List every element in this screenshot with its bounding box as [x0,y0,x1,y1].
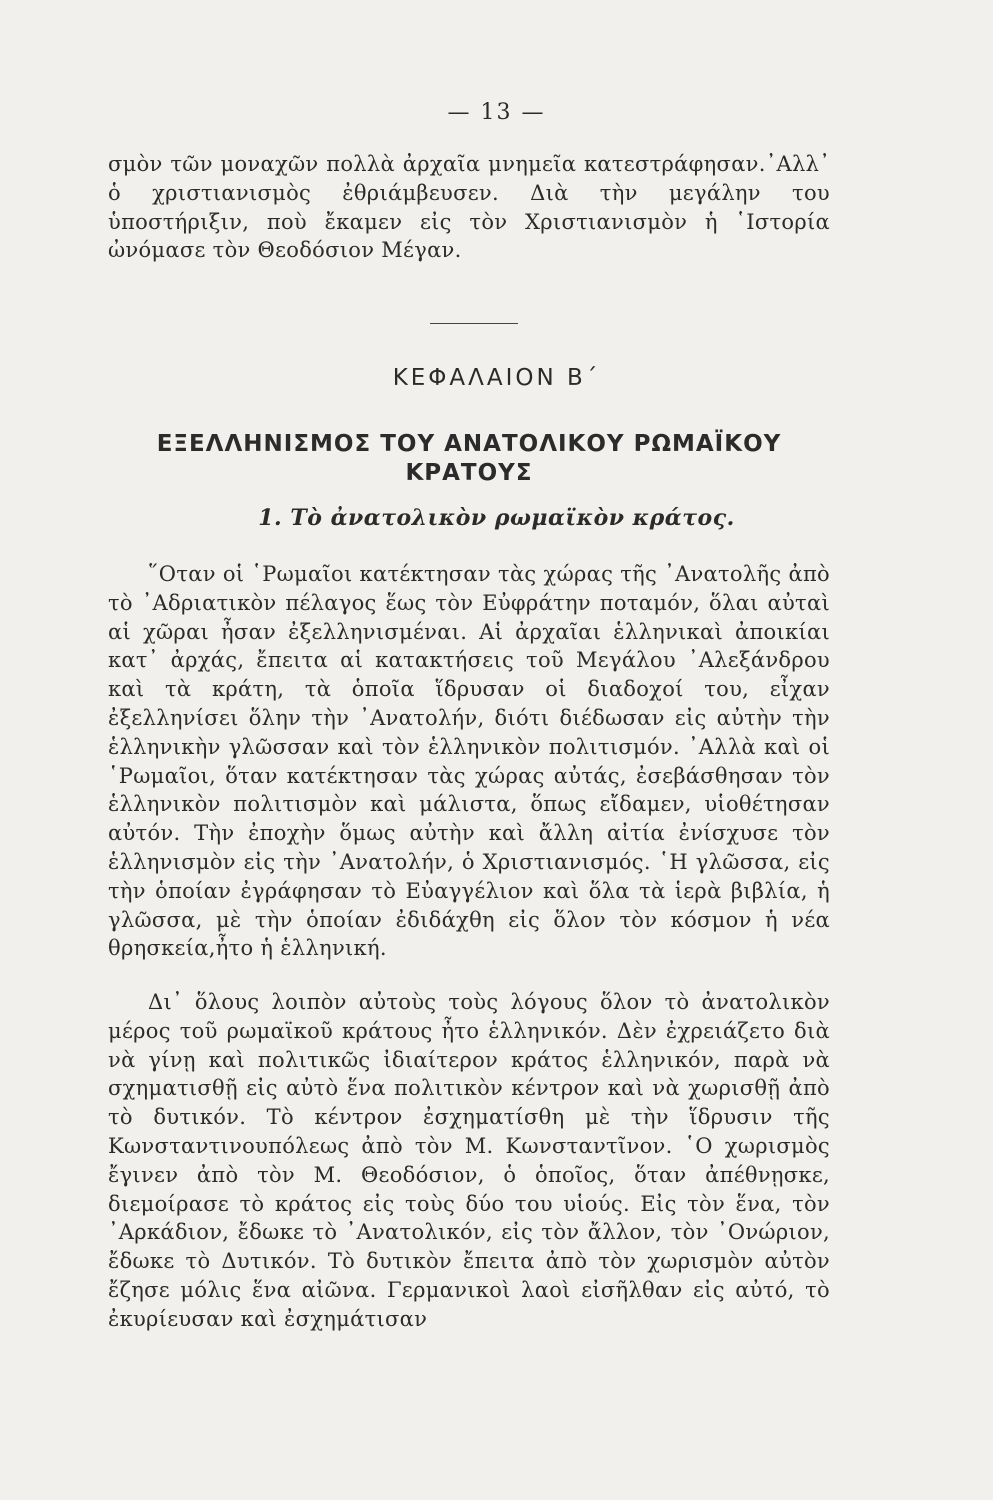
continuation-paragraph: σμὸν τῶν μοναχῶν πολλὰ ἀρχαῖα μνημεῖα κατεστράφησαν.᾿Αλλ᾿ ὁ χριστιανισμὸς ἐθριάμβευσεν. Διὰ τὴν μεγάλην του ὑποστήριξιν, ποὺ ἔκαμεν εἰς τὸν Χριστιανισμὸν ἡ ῾Ιστορία ὠνόμασε τὸν Θεοδόσιον Μέγαν. [108,152,830,263]
chapter-title: ΚΕΦΑΛΑΙΟΝ Β΄ [392,365,601,391]
chapter-heading: ΕΞΕΛΛΗΝΙΣΜΟΣ ΤΟΥ ΑΝΑΤΟΛΙΚΟΥ ΡΩΜΑΪΚΟΥ ΚΡΑΤΟΥΣ [156,431,782,486]
body-paragraph: Δι᾿ ὅλους λοιπὸν αὐτοὺς τοὺς λόγους ὅλον τὸ ἀνατολικὸν μέρος τοῦ ρωμαϊκοῦ κράτους ἦτο ἑλληνικόν. Δὲν ἐχρειάζετο διὰ νὰ γίνῃ καὶ πολιτικῶς ἰδιαίτερον κράτος ἑλληνικόν, παρὰ νὰ σχηματισθῇ εἰς αὐτὸ ἕνα πολιτικὸν κέντρον καὶ νὰ χωρισθῇ ἀπὸ τὸ δυτικόν. Τὸ κέντρον ἐσχηματίσθη μὲ τὴν ἵδρυσιν τῆς Κωνσταντινουπόλεως ἀπὸ τὸν Μ. Κωνσταντῖνον. ῾Ο χωρισμὸς ἔγινεν ἀπὸ τὸν Μ. Θεοδόσιον, ὁ ὁποῖος, ὅταν ἀπέθνῃσκε, διεμοίρασε τὸ κράτος εἰς τοὺς δύο του υἱούς. Εἰς τὸν ἕνα, τὸν ᾿Αρκάδιον, ἔδωκε τὸ ᾿Ανατολικόν, εἰς τὸν ἄλλον, τὸν ᾿Ονώριον, ἔδωκε τὸ Δυτικόν. Τὸ δυτικὸν ἔπειτα ἀπὸ τὸν χωρισμὸν αὐτὸν ἔζησε μόλις ἕνα αἰῶνα. Γερμανικοὶ λαοὶ εἰσῆλθαν εἰς αὐτό, τὸ ἐκυρίευσαν καὶ ἐσχημάτισαν [108,990,830,1331]
body-paragraph: ῞Οταν οἱ ῾Ρωμαῖοι κατέκτησαν τὰς χώρας τῆς ᾿Ανατολῆς ἀπὸ τὸ ᾿Αδριατικὸν πέλαγος ἕως τὸν Εὐφράτην ποταμόν, ὅλαι αὐταὶ αἱ χῶραι ἦσαν ἐξελληνισμέναι. Αἱ ἀρχαῖαι ἑλληνικαὶ ἀποικίαι κατ᾿ ἀρχάς, ἔπειτα αἱ κατακτήσεις τοῦ Μεγάλου ᾿Αλεξάνδρου καὶ τὰ κράτη, τὰ ὁποῖα ἵδρυσαν οἱ διαδοχοί του, εἶχαν ἐξελληνίσει ὅλην τὴν ᾿Ανατολήν, διότι διέδωσαν εἰς αὐτὴν τὴν ἑλληνικὴν γλῶσσαν καὶ τὸν ἑλληνικὸν πολιτισμόν. ᾿Αλλὰ καὶ οἱ ῾Ρωμαῖοι, ὅταν κατέκτησαν τὰς χώρας αὐτάς, ἐσεβάσθησαν τὸν ἑλληνικὸν πολιτισμὸν καὶ μάλιστα, ὅπως εἴδαμεν, υἱοθέτησαν αὐτόν. Τὴν ἐποχὴν ὅμως αὐτὴν καὶ ἄλλη αἰτία ἐνίσχυσε τὸν ἑλληνισμὸν εἰς τὴν ᾿Ανατολήν, ὁ Χριστιανισμός. ῾Η γλῶσσα, εἰς τὴν ὁποίαν ἐγράφησαν τὸ Εὐαγγέλιον καὶ ὅλα τὰ ἱερὰ βιβλία, ἡ γλῶσσα, μὲ τὴν ὁποίαν ἐδιδάχθη εἰς ὅλον τὸν κόσμον ἡ νέα θρησκεία,ἦτο ἡ ἑλληνική. [108,562,830,961]
page-number: — 13 — [447,100,546,125]
section-title: 1. Τὸ ἀνατολικὸν ρωμαϊκὸν κράτος. [258,505,735,531]
section-divider [430,323,518,324]
